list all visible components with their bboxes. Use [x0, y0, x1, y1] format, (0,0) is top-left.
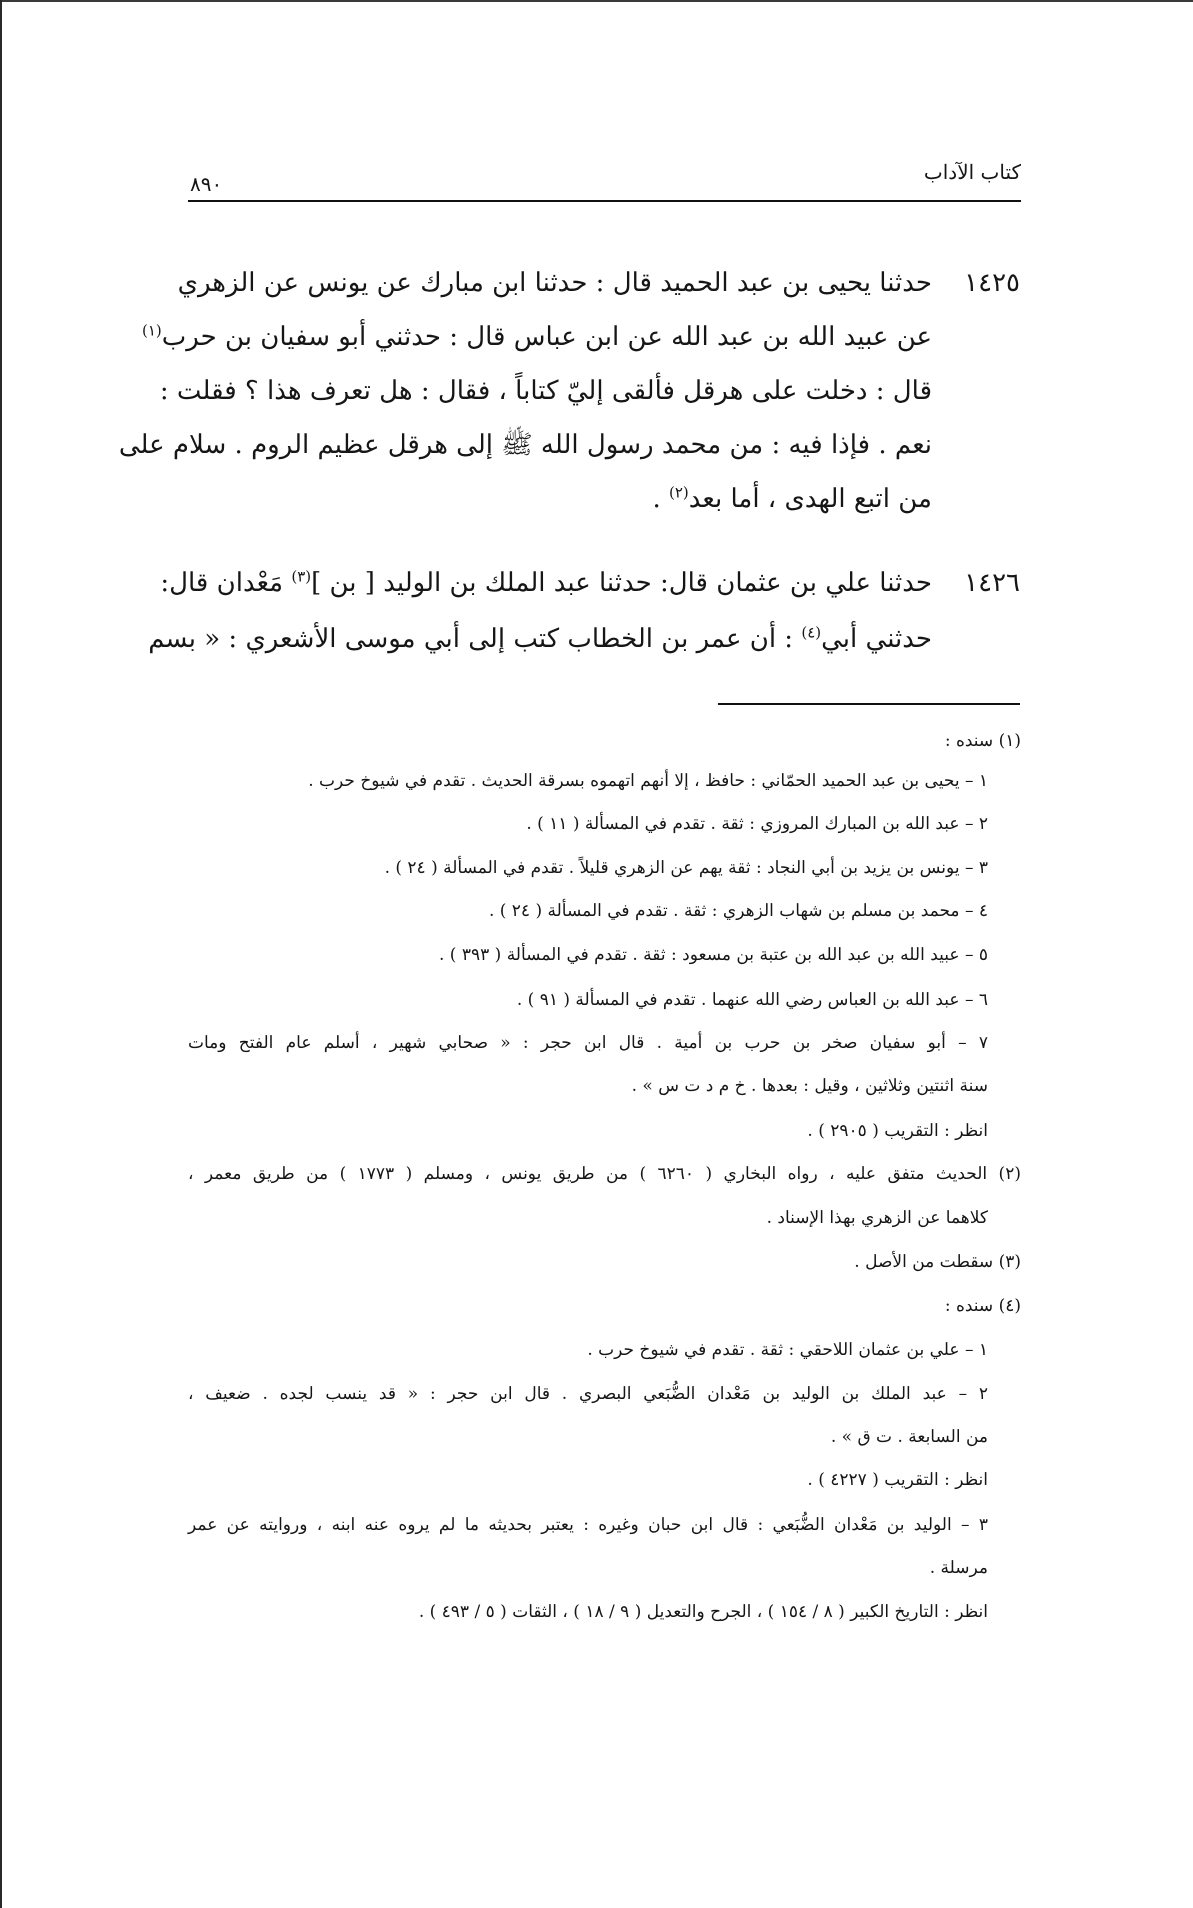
footnote-1-item: ٣ – يونس بن يزيد بن أبي النجاد : ثقة يهم عن الزهري قليلاً . تقدم في المسألة ( ٢٤ ) . — [384, 858, 988, 878]
footnote-1-head: (١) سنده : — [944, 731, 1021, 751]
footnote-4-item: من السابعة . ت ق » . — [830, 1427, 988, 1447]
footnote-ref: (٤) — [801, 623, 822, 642]
footnote-3: (٣) سقطت من الأصل . — [854, 1252, 1021, 1272]
page-top-edge — [0, 0, 1193, 2]
entry-number: ١٤٢٦ — [964, 568, 1020, 598]
entry-number: ١٤٢٥ — [964, 268, 1020, 298]
hadith-entry-1425 — [118, 268, 1020, 548]
footnote-1-item: ٥ – عبيد الله بن عبد الله بن عتبة بن مسعود : ثقة . تقدم في المسألة ( ٣٩٣ ) . — [439, 945, 988, 965]
footnote-1-item: ٧ – أبو سفيان صخر بن حرب بن أمية . قال ابن حجر : « صحابي شهير ، أسلم عام الفتح ومات — [188, 1033, 988, 1053]
footnote-4-item: مرسلة . — [929, 1558, 988, 1578]
footnote-ref: (٢) — [669, 483, 689, 502]
footnote-4-item: ٣ – الوليد بن مَعْدان الضُّبَعي : قال ابن حبان وغيره : يعتبر بحديثه ما لم يروه عنه ابنه ، وروايته عن عمر — [188, 1515, 988, 1535]
entry-line: نعم . فإذا فيه : من محمد رسول الله ﷺ إلى هرقل عظيم الروم . سلام على — [118, 430, 932, 460]
header-rule — [188, 200, 1021, 202]
footnote-1-item: ٦ – عبد الله بن العباس رضي الله عنهما . تقدم في المسألة ( ٩١ ) . — [516, 990, 988, 1010]
footnote-4-item: ٢ – عبد الملك بن الوليد بن مَعْدان الضُّبَعي البصري . قال ابن حجر : « قد ينسب لجده . ضعيف ، — [188, 1384, 988, 1404]
running-title: كتاب الآداب — [923, 160, 1021, 184]
footnote-ref: (١) — [142, 321, 162, 340]
footnote-4-head: (٤) سنده : — [944, 1296, 1021, 1316]
footnote-2: (٢) الحديث متفق عليه ، رواه البخاري ( ٦٢٦٠ ) من طريق يونس ، ومسلم ( ١٧٧٣ ) من طريق معمر ، — [188, 1164, 1021, 1184]
footnote-1-item: سنة اثنتين وثلاثين ، وقيل : بعدها . خ م د ت س » . — [631, 1076, 988, 1096]
footnote-1-item: ١ – يحيى بن عبد الحميد الحمّاني : حافظ ، إلا أنهم اتهموه بسرقة الحديث . تقدم في شيوخ حرب . — [308, 771, 988, 791]
footnote-ref: (٣) — [291, 567, 312, 586]
footnote-1-item: ٤ – محمد بن مسلم بن شهاب الزهري : ثقة . تقدم في المسألة ( ٢٤ ) . — [488, 901, 988, 921]
hadith-entry-1426 — [148, 567, 1020, 678]
footnote-1-item: ٢ – عبد الله بن المبارك المروزي : ثقة . تقدم في المسألة ( ١١ ) . — [526, 814, 988, 834]
entry-line: قال : دخلت على هرقل فألقى إليّ كتاباً ، فقال : هل تعرف هذا ؟ فقلت : — [159, 376, 932, 406]
entry-line: حدثني أبي$^{(٤)}$ : أن عمر بن الخطاب كتب إلى أبي موسى الأشعري : « بسم — [148, 623, 932, 654]
footnote-separator — [718, 703, 1020, 705]
footnote-4-item: انظر : التقريب ( ٤٢٢٧ ) . — [807, 1470, 988, 1490]
entry-line: من اتبع الهدى ، أما بعد$^{(٢)}$ . — [652, 483, 932, 514]
entry-line: حدثنا علي بن عثمان قال: حدثنا عبد الملك بن الوليد [ بن ]$^{(٣)}$ مَعْدان قال: — [160, 567, 932, 598]
footnote-4-item: انظر : التاريخ الكبير ( ٨ / ١٥٤ ) ، الجرح والتعديل ( ٩ / ١٨ ) ، الثقات ( ٥ / ٤٩٣ ) . — [418, 1602, 988, 1622]
footnote-1-item: انظر : التقريب ( ٢٩٠٥ ) . — [807, 1121, 988, 1141]
footnote-4-item: ١ – علي بن عثمان اللاحقي : ثقة . تقدم في شيوخ حرب . — [587, 1340, 988, 1360]
page-left-edge — [0, 0, 2, 1908]
footnote-2-cont: كلاهما عن الزهري بهذا الإسناد . — [766, 1208, 988, 1228]
entry-line: عن عبيد الله بن عبد الله عن ابن عباس قال : حدثني أبو سفيان بن حرب$^{(١)}$ — [142, 321, 932, 352]
page-number: ٨٩٠ — [190, 172, 223, 196]
entry-line: حدثنا يحيى بن عبد الحميد قال : حدثنا ابن مبارك عن يونس عن الزهري — [177, 268, 932, 298]
